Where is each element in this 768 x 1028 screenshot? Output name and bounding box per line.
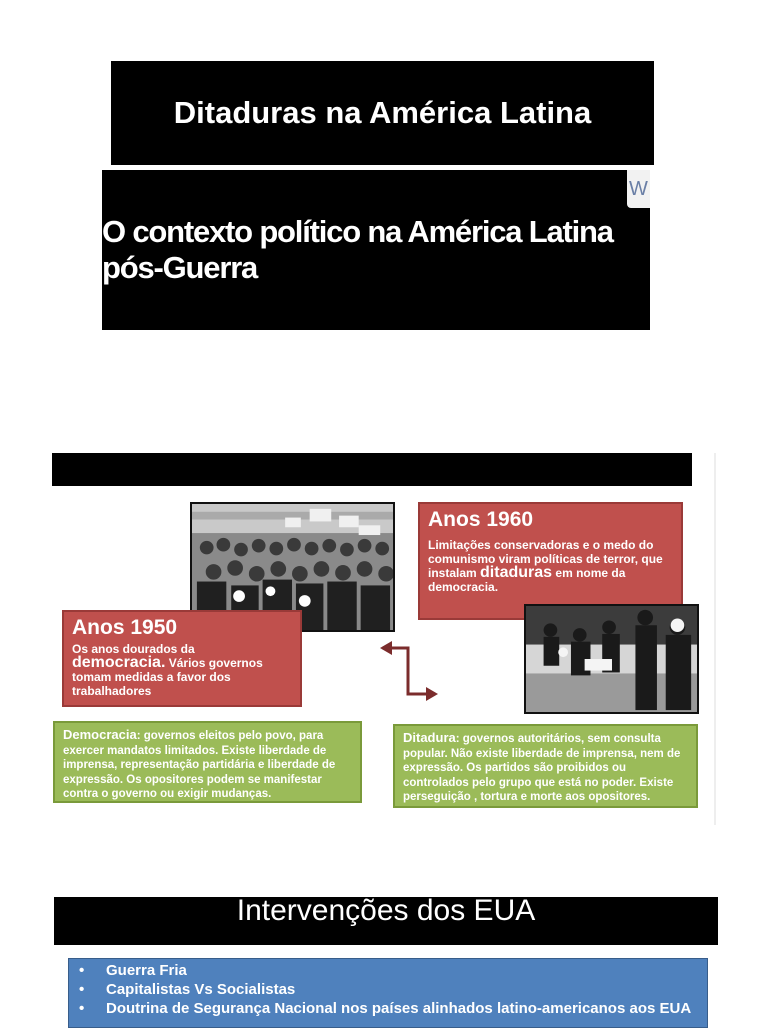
list-item: • Capitalistas Vs Socialistas xyxy=(75,980,707,999)
anos-1950-text xyxy=(72,642,292,698)
ditadura-definition: : governos autoritários, sem consulta popular. Não existe liberdade de imprensa, nem de expressão. Os partidos são proibidos ou controlados pelo grupo que está no poder. Existe perseguição , tortura e morte aos opositores. xyxy=(403,733,681,803)
timeline-arrow xyxy=(378,638,440,708)
list-item: • Guerra Fria xyxy=(75,961,707,980)
repression-photo xyxy=(524,604,699,714)
slide2-edge xyxy=(714,453,716,825)
slide3-bullet-list xyxy=(75,961,707,1018)
anos-1950-text-post: Vários governos tomam medidas a favor dos trabalhadores xyxy=(72,656,263,698)
anos-1960-heading: Anos 1960 xyxy=(428,508,534,531)
slide-title: Ditaduras na América Latina xyxy=(111,61,654,165)
democracia-definition-box xyxy=(53,721,362,803)
democracia-definition: : governos eleitos pelo povo, para exercer mandatos limitados. Existe liberdade de imprensa, representação partidária e liberdade de expressão. Os opositores podem se manifestar contra o governo ou exigir mudanças. xyxy=(63,730,336,800)
slide3-bullet-box xyxy=(68,958,708,1028)
slide2-header-bar xyxy=(52,453,692,486)
slide3-title: Intervenções dos EUA xyxy=(54,897,718,945)
word-tab-icon[interactable]: W xyxy=(627,170,650,208)
anos-1950-box xyxy=(62,610,302,707)
slide-subtitle: O contexto político na América Latina pós-Guerra xyxy=(102,170,650,330)
anos-1960-box xyxy=(418,502,683,620)
anos-1960-text xyxy=(428,538,673,594)
anos-1950-text-pre: Os anos dourados da xyxy=(72,642,195,656)
ditadura-term: Ditadura xyxy=(403,730,456,745)
anos-1960-text-emphasis: ditaduras xyxy=(480,564,553,581)
anos-1960-text-pre: Limitações conservadoras e o medo do comunismo viram políticas de terror, que instalam xyxy=(428,538,663,580)
anos-1950-text-emphasis: democracia. xyxy=(72,654,166,671)
list-item: • Doutrina de Segurança Nacional nos países alinhados latino-americanos aos EUA xyxy=(75,999,707,1018)
ditadura-definition-box xyxy=(393,724,698,808)
anos-1960-text-post: em nome da democracia. xyxy=(428,566,626,594)
democracia-term: Democracia xyxy=(63,727,137,742)
anos-1950-heading: Anos 1950 xyxy=(72,616,178,639)
